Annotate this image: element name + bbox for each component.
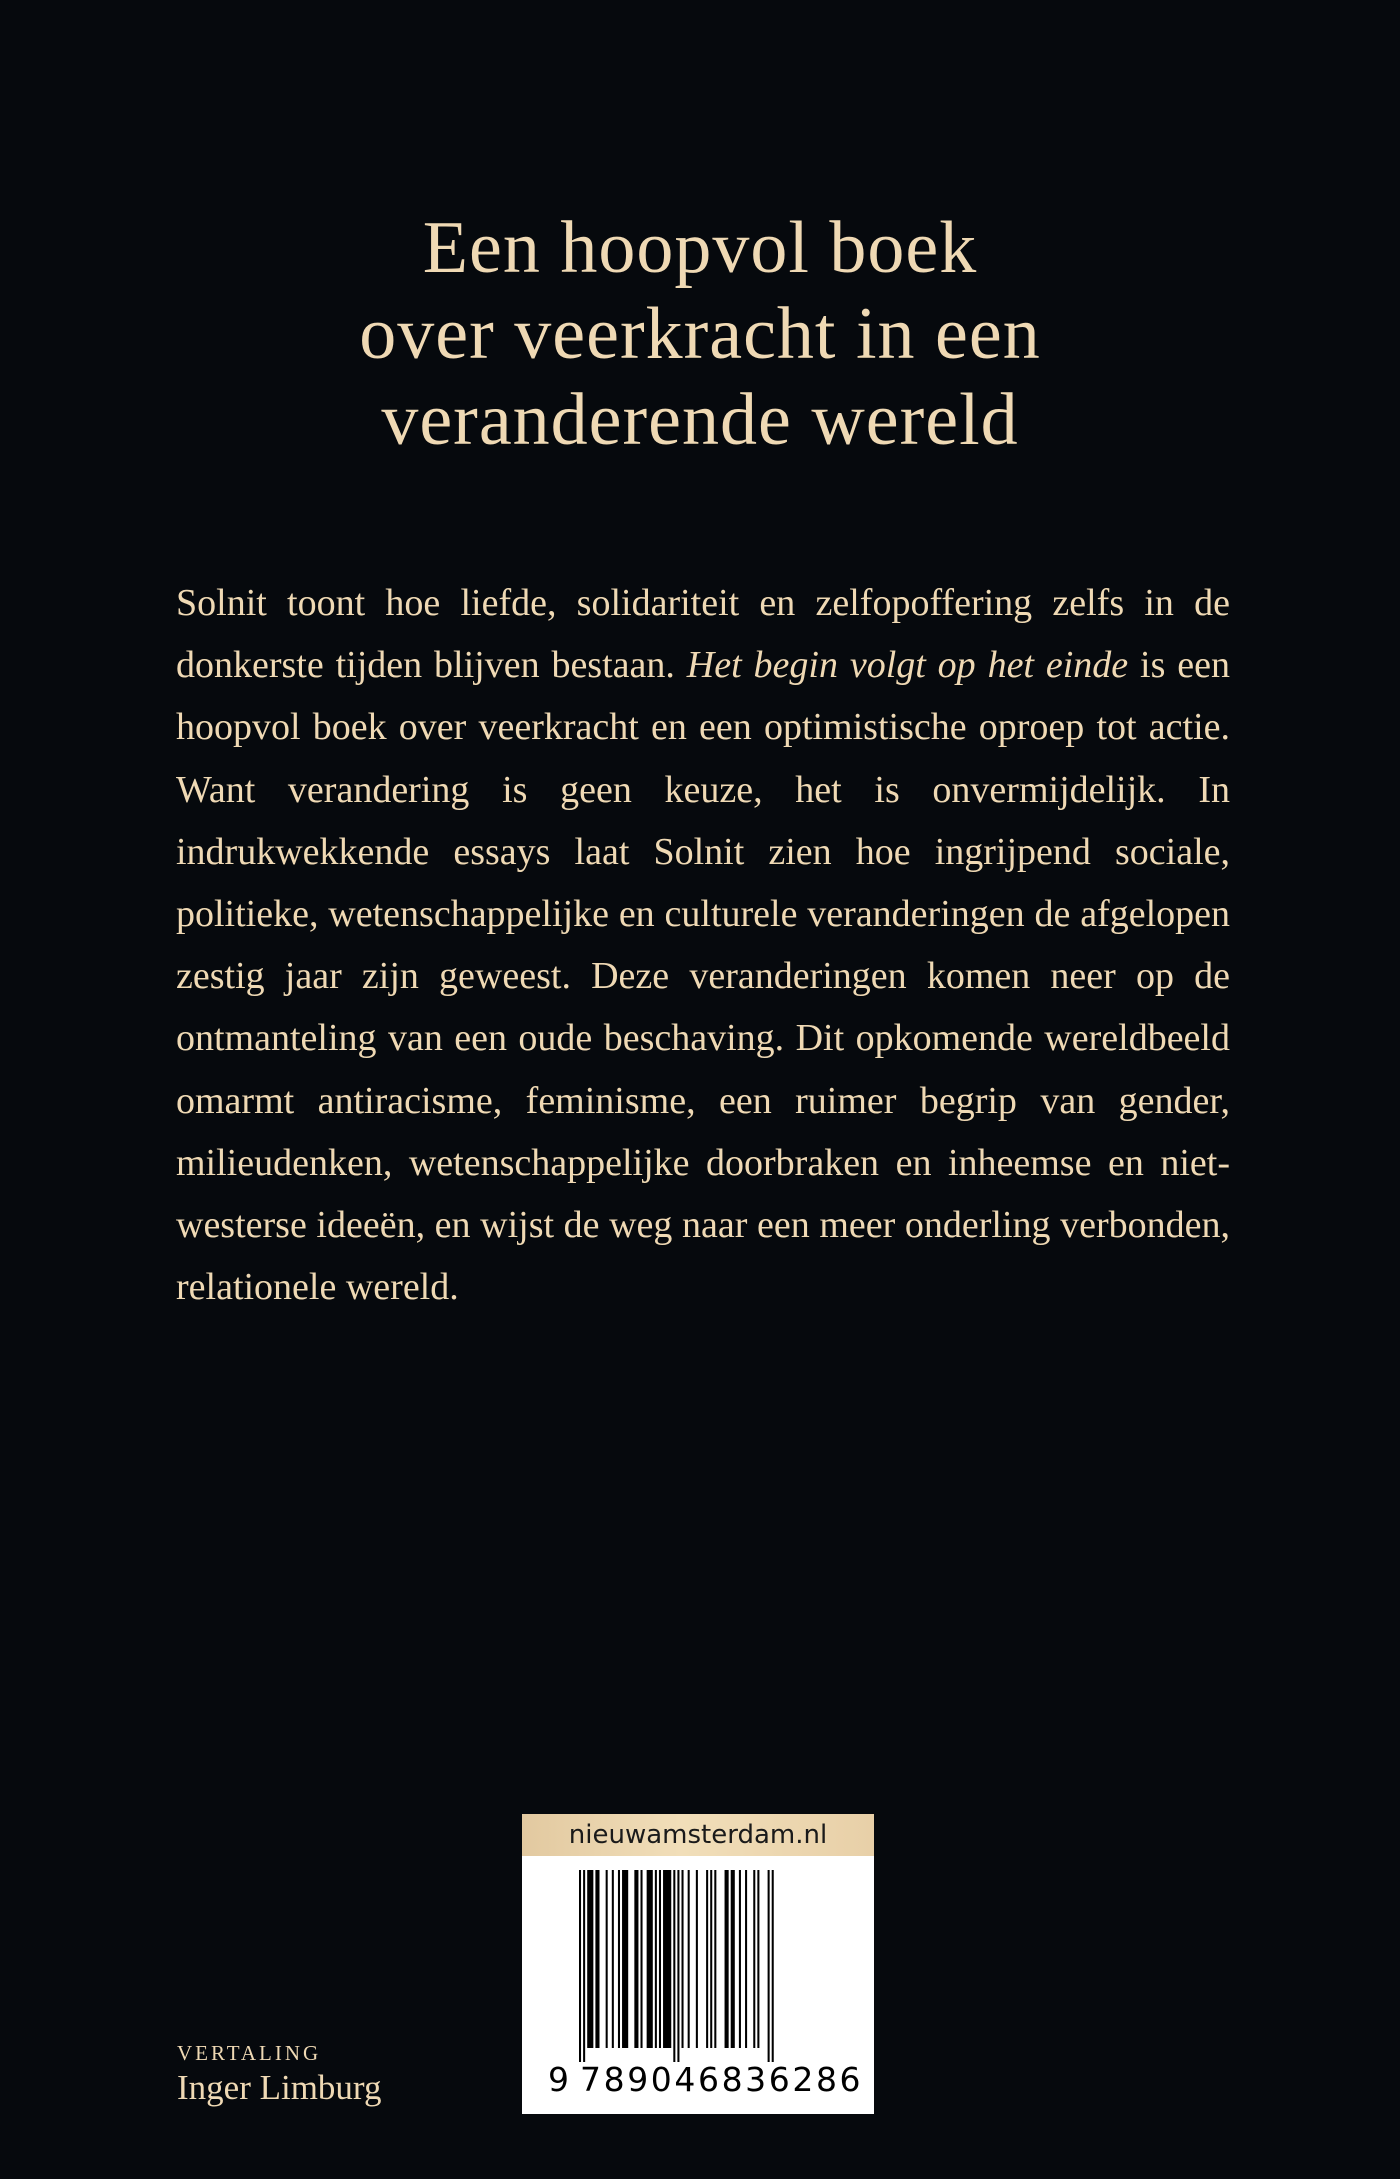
translator-label: VERTALING: [177, 2041, 322, 2065]
blurb-paragraph: [176, 572, 1230, 1318]
barcode-bar: [655, 1870, 657, 2048]
blurb-text-part-1: Solnit toont hoe liefde, solidariteit en zelfopoffering zelfs in de donkerste tijden blijven bestaan.: [176, 582, 1230, 687]
headline: [200, 205, 1200, 463]
barcode-bar: [659, 1870, 661, 2048]
barcode-bar: [606, 1870, 608, 2048]
publisher-website: nieuwamsterdam.nl: [522, 1814, 874, 1856]
barcode-bar: [725, 1870, 729, 2048]
headline-line-2: over veerkracht in een: [359, 293, 1041, 375]
barcode-bar: [739, 1870, 741, 2048]
barcode-guard-bar: [677, 1870, 679, 2062]
barcode-bar: [731, 1870, 735, 2048]
isbn-remaining-digits: 789046836286: [580, 2060, 864, 2099]
book-title-italic: Het begin volgt op het einde: [686, 644, 1129, 687]
barcode-bar: [696, 1870, 698, 2048]
barcode-bar: [745, 1870, 747, 2048]
headline-line-1: Een hoopvol boek: [422, 207, 978, 289]
translator-name: Inger Limburg: [177, 2068, 382, 2107]
barcode-guard-bar: [579, 1870, 581, 2062]
barcode-guard-bar: [772, 1870, 774, 2062]
barcode-bar: [612, 1870, 614, 2048]
headline-line-3: veranderende wereld: [381, 379, 1019, 461]
barcode-bar: [710, 1870, 712, 2048]
barcode-bar: [688, 1870, 690, 2048]
isbn-barcode: [522, 1870, 874, 2066]
barcode-bar: [622, 1870, 628, 2048]
barcode-bar: [757, 1870, 759, 2048]
barcode-bar: [618, 1870, 620, 2048]
barcode-bar: [634, 1870, 638, 2048]
barcode-bar: [753, 1870, 755, 2048]
barcode-bar: [682, 1870, 684, 2048]
barcode-bar: [587, 1870, 593, 2048]
barcode-bar: [647, 1870, 653, 2048]
translator-credit: [177, 2040, 381, 2110]
barcode-bar: [663, 1870, 671, 2048]
blurb-text-part-2: is een hoopvol boek over veerkracht en een optimistische oproep tot actie. Want verandering is geen keuze, het is onvermijdelijk. In indrukwekkende essays laat Solnit zien hoe ingrijpend sociale, politieke, wetenschappelijke en culturele veranderingen de afgelopen zestig jaar zijn geweest. Deze veranderingen komen neer op de ontmanteling van een oude beschaving. Dit opkomende wereldbeeld omarmt antiracisme, feminisme, een ruimer begrip van gender, milieudenken, wetenschappelijke doorbraken en inheemse en niet-westerse ideeën, en wijst de weg naar een meer onderling verbonden, relationele wereld.: [176, 644, 1230, 1309]
barcode-bar: [641, 1870, 643, 2048]
barcode-bar: [595, 1870, 599, 2048]
barcode-guard-bar: [673, 1870, 675, 2062]
barcode-bar: [714, 1870, 716, 2048]
barcode-guard-bar: [583, 1870, 585, 2062]
isbn-first-digit: 9: [548, 2060, 569, 2099]
barcode-guard-bar: [768, 1870, 770, 2062]
isbn-digits: [522, 2060, 874, 2104]
barcode-block: [522, 1814, 874, 2114]
barcode-bar: [706, 1870, 708, 2048]
